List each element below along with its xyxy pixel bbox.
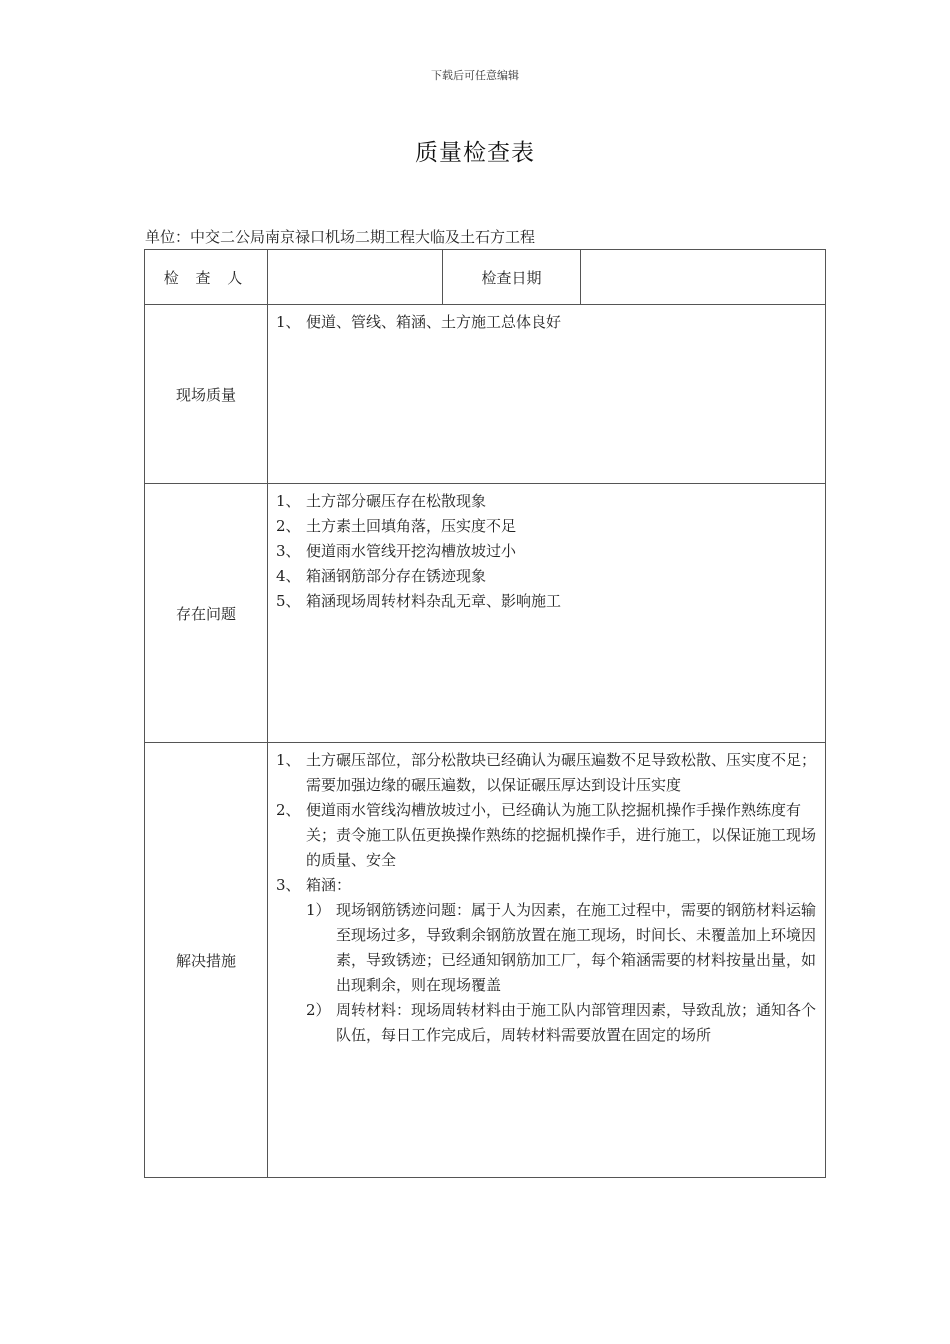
quality-row (145, 305, 826, 484)
list-item (276, 310, 817, 335)
sub-item-number: 2） (306, 1001, 331, 1019)
issues-row (145, 484, 826, 743)
list-item (276, 589, 817, 614)
unit-line: 单位：中交二公局南京禄口机场二期工程大临及土石方工程 (145, 228, 536, 246)
inspector-field[interactable] (268, 250, 443, 305)
item-number: 3、 (276, 876, 301, 894)
item-number: 1、 (276, 751, 301, 769)
item-text: 土方碾压部位，部分松散块已经确认为碾压遍数不足导致松散、压实度不足；需要加强边缘的碾压遍数，以保证碾压厚达到设计压实度 (306, 751, 817, 794)
issues-label: 存在问题 (145, 484, 268, 743)
item-text: 箱涵： (306, 876, 352, 894)
list-item (276, 564, 817, 589)
item-text: 箱涵钢筋部分存在锈迹现象 (306, 567, 487, 585)
item-number: 1、 (276, 313, 301, 331)
sub-item-text: 周转材料：现场周转材料由于施工队内部管理因素，导致乱放；通知各个队伍，每日工作完成后，周转材料需要放置在固定的场所 (336, 1001, 817, 1044)
measures-label: 解决措施 (145, 743, 268, 1178)
sub-list-item (276, 998, 817, 1048)
item-number: 3、 (276, 542, 301, 560)
inspector-row (145, 250, 826, 305)
item-number: 5、 (276, 592, 301, 610)
quality-label: 现场质量 (145, 305, 268, 484)
item-text: 箱涵现场周转材料杂乱无章、影响施工 (306, 592, 562, 610)
sub-list-item (276, 898, 817, 998)
list-item (276, 514, 817, 539)
measures-row (145, 743, 826, 1178)
list-item (276, 798, 817, 873)
item-text: 便道雨水管线沟槽放坡过小，已经确认为施工队挖掘机操作手操作熟练度有关；责令施工队伍更换操作熟练的挖掘机操作手，进行施工，以保证施工现场的质量、安全 (306, 801, 817, 869)
item-text: 土方素土回填角落，压实度不足 (306, 517, 517, 535)
inspector-label: 检 查 人 (145, 250, 268, 305)
quality-content (268, 305, 826, 484)
list-item (276, 489, 817, 514)
list-item (276, 873, 817, 898)
date-field[interactable] (581, 250, 826, 305)
item-text: 便道雨水管线开挖沟槽放坡过小 (306, 542, 517, 560)
page-title: 质量检查表 (415, 140, 535, 166)
list-item (276, 748, 817, 798)
issues-content (268, 484, 826, 743)
sub-item-text: 现场钢筋锈迹问题：属于人为因素，在施工过程中，需要的钢筋材料运输至现场过多，导致剩余钢筋放置在施工现场，时间长、未覆盖加上环境因素，导致锈迹；已经通知钢筋加工厂，每个箱涵需要的材料按量出量，如出现剩余，则在现场覆盖 (336, 901, 817, 994)
item-text: 土方部分碾压存在松散现象 (306, 492, 487, 510)
sub-item-number: 1） (306, 901, 331, 919)
measures-content (268, 743, 826, 1178)
header-note: 下载后可任意编辑 (431, 69, 519, 82)
list-item (276, 539, 817, 564)
item-text: 便道、管线、箱涵、土方施工总体良好 (306, 313, 562, 331)
item-number: 2、 (276, 517, 301, 535)
date-label: 检查日期 (443, 250, 581, 305)
quality-inspection-table (144, 249, 826, 1178)
item-number: 1、 (276, 492, 301, 510)
item-number: 4、 (276, 567, 301, 585)
item-number: 2、 (276, 801, 301, 819)
